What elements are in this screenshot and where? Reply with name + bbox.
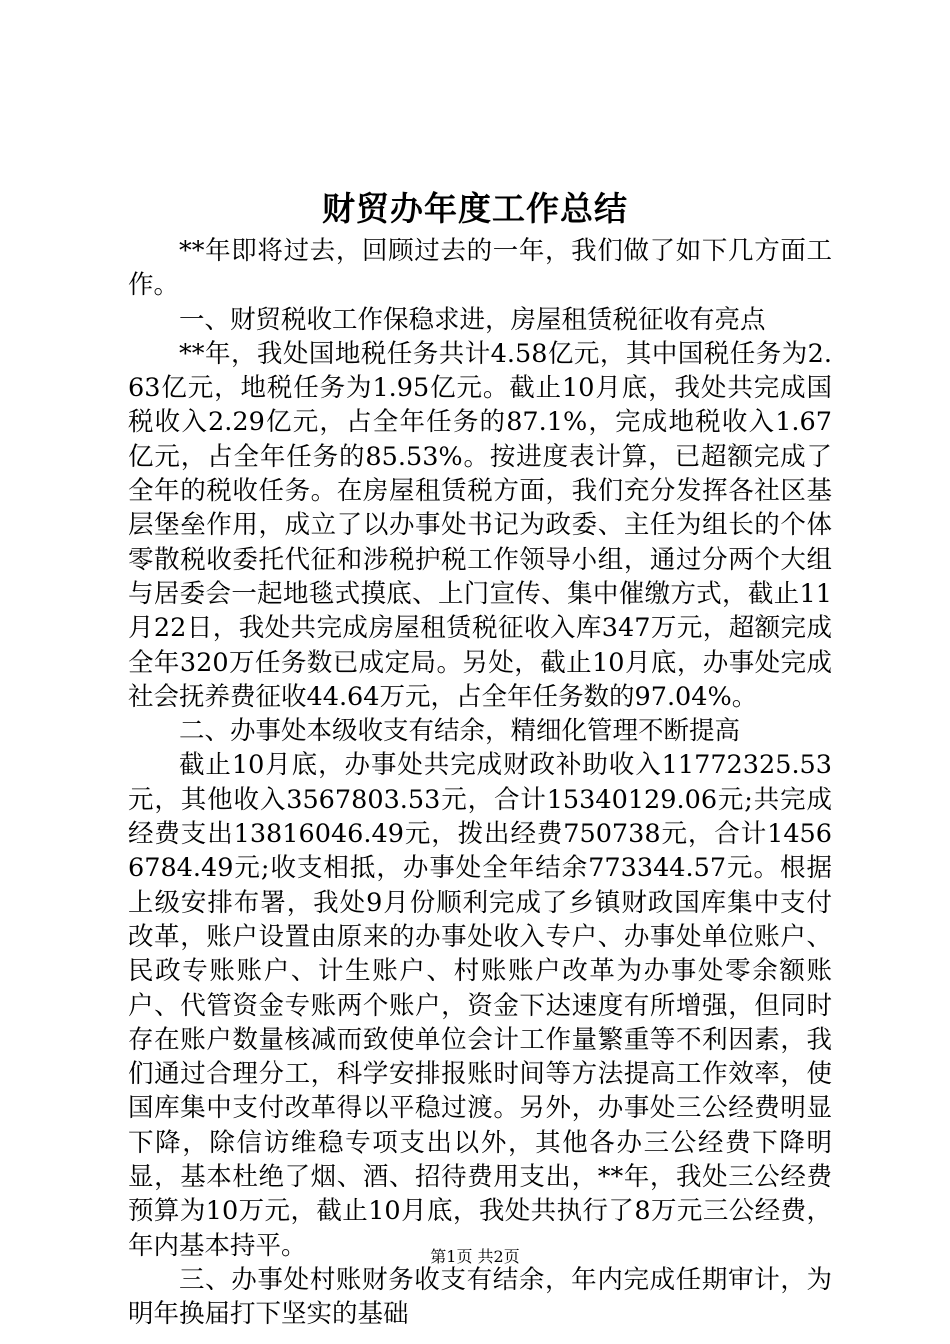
section-1-paragraph: **年，我处国地税任务共计4.58亿元，其中国税任务为2.63亿元，地税任务为1.95亿元。截止10月底，我处共完成国税收入2.29亿元，占全年任务的87.1%，完成地税收入1.67亿元，占全年任务的85.53%。按进度表计算，已超额完成了全年的税收任务。在房屋租赁税方面，我们充分发挥各社区基层堡垒作用，成立了以办事处书记为政委、主任为组长的个体零散税收委托代征和涉税护税工作领导小组，通过分两个大组与居委会一起地毯式摸底、上门宣传、集中催缴方式，截止11月22日，我处共完成房屋租赁税征收入库347万元，超额完成全年320万任务数已成定局。另处，截止10月底，办事处完成社会抚养费征收44.64万元，占全年任务数的97.04%。 — [128, 338, 832, 712]
section-heading-3: 三、办事处村账财务收支有结余，年内完成任期审计，为明年换届打下坚实的基础 — [128, 1264, 832, 1330]
section-heading-1: 一、财贸税收工作保稳求进，房屋租赁税征收有亮点 — [179, 304, 766, 335]
section-2-paragraph: 截止10月底，办事处共完成财政补助收入11772325.53元，其他收入3567803.53元，合计15340129.06元;共完成经费支出13816046.49元，拨出经费750738元，合计14566784.49元;收支相抵，办事处全年结余773344.57元。根据上级安排布署，我处9月份顺利完成了乡镇财政国库集中支付改革，账户设置由原来的办事处收入专户、办事处单位账户、民政专账账户、计生账户、村账账户改革为办事处零余额账户、代管资金专账两个账户，资金下达速度有所增强，但同时存在账户数量核减而致使单位会计工作量繁重等不利因素，我们通过合理分工，科学安排报账时间等方法提高工作效率，使国库集中支付改革得以平稳过渡。另外，办事处三公经费明显下降，除信访维稳专项支出以外，其他各办三公经费下降明显，基本杜绝了烟、酒、招待费用支出，**年，我处三公经费预算为10万元，截止10月底，我处共执行了8万元三公经费，年内基本持平。 — [128, 750, 832, 1261]
document-title: 财贸办年度工作总结 — [322, 189, 628, 228]
section-heading-2: 二、办事处本级收支有结余，精细化管理不断提高 — [179, 716, 741, 747]
page-number-footer: 第1页 共2页 — [430, 1247, 520, 1266]
document-body — [128, 234, 832, 1332]
intro-paragraph: **年即将过去，回顾过去的一年，我们做了如下几方面工作。 — [128, 236, 832, 301]
